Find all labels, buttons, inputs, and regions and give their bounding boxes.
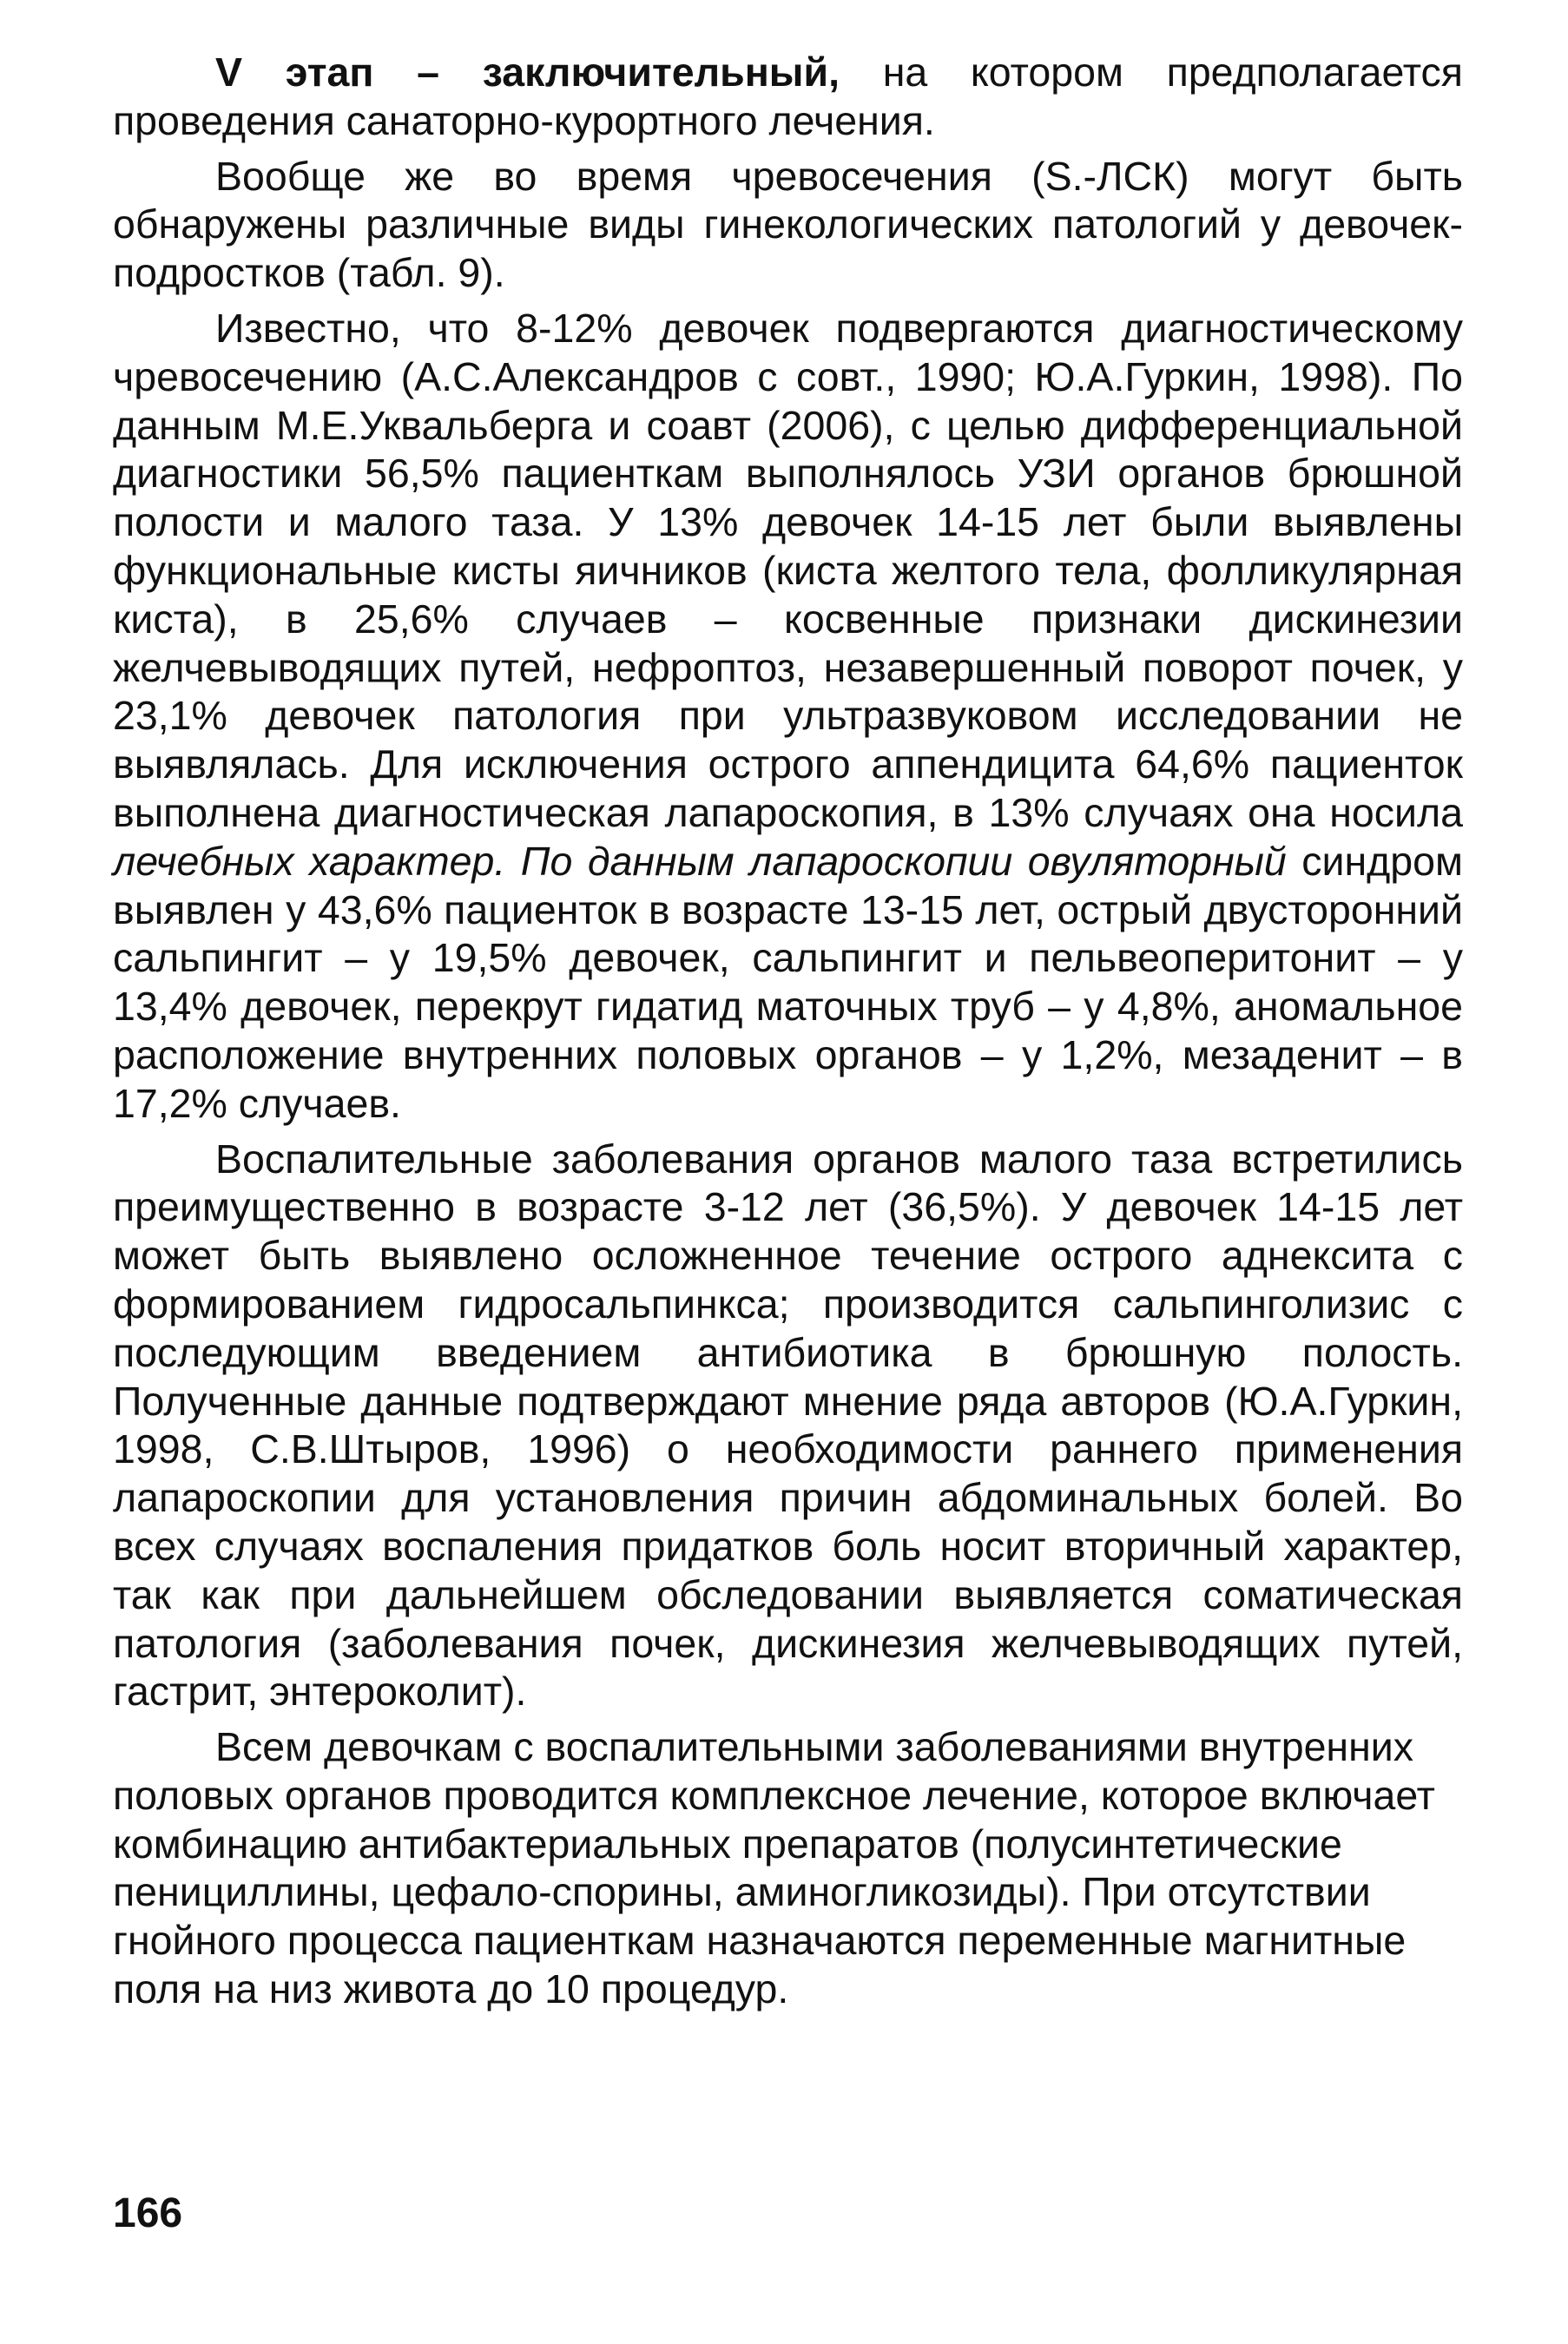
paragraph-bold-lead: V этап – заключительный,	[215, 49, 840, 95]
paragraph-statistics	[113, 305, 1463, 1129]
paragraph-laparotomy-findings	[113, 153, 1463, 298]
paragraph-italic-text: лечебных характер. По данным лапароскопии овуляторный	[113, 838, 1287, 884]
paragraph-text-after: синдром выявлен у 43,6% пациенток в возрасте 13-15 лет, острый двусторонний сальпингит – у 19,5% девочек, сальпингит и пельвеоперитонит – у 13,4% девочек, перекрут гидатид маточных труб – у 4,8%, аномальное расположение внутренних половых органов – у 1,2%, мезаденит – в 17,2% случаев.	[113, 838, 1463, 1126]
page-number: 166	[113, 2190, 183, 2236]
paragraph-treatment	[113, 1723, 1463, 2014]
paragraph-text: на котором предполагается проведения санаторно-курортного лечения.	[113, 49, 1463, 143]
paragraph-inflammatory-diseases	[113, 1136, 1463, 1717]
paragraph-stage-5	[113, 49, 1463, 146]
paragraph-text: Вообще же во время чревосечения (S.-ЛСК) могут быть обнаружены различные виды гинекологических патологий у девочек-подростков (табл. 9).	[113, 153, 1463, 296]
paragraph-text: Известно, что 8-12% девочек подвергаются диагностическому чревосечению (А.С.Александров с совт., 1990; Ю.А.Гуркин, 1998). По данным М.Е.Уквальберга и соавт (2006), с целью дифференциальной диагностики 56,5% пациенткам выполнялось УЗИ органов брюшной полости и малого таза. У 13% девочек 14-15 лет были выявлены функциональные кисты яичников (киста желтого тела, фолликулярная киста), в 25,6% случаев – косвенные признаки дискинезии желчевыводящих путей, нефроптоз, незавершенный поворот почек, у 23,1% девочек патология при ультразвуковом исследовании не выявлялась. Для исключения острого аппендицита 64,6% пациенток выполнена диагностическая лапароскопия, в 13% случаях она носила	[113, 305, 1463, 835]
paragraph-text: Всем девочкам с воспалительными заболеваниями внутренних половых органов проводится комплексное лечение, которое включает комбинацию антибактериальных препаратов (полусинтетические пенициллины, цефало-спорины, аминогликозиды). При отсутствии гнойного процесса пациенткам назначаются переменные магнитные поля на низ живота до 10 процедур.	[113, 1724, 1435, 2012]
page-text	[113, 49, 1463, 2021]
paragraph-text: Воспалительные заболевания органов малого таза встретились преимущественно в возрасте 3-12 лет (36,5%). У девочек 14-15 лет может быть выявлено осложненное течение острого аднексита с формированием гидросальпинкса; производится сальпинголизис с последующим введением антибиотика в брюшную полость. Полученные данные подтверждают мнение ряда авторов (Ю.А.Гуркин, 1998, С.В.Штыров, 1996) о необходимости раннего применения лапароскопии для установления причин абдоминальных болей. Во всех случаях воспаления придатков боль носит вторичный характер, так как при дальнейшем обследовании выявляется соматическая патология (заболевания почек, дискинезия желчевыводящих путей, гастрит, энтероколит).	[113, 1136, 1463, 1715]
